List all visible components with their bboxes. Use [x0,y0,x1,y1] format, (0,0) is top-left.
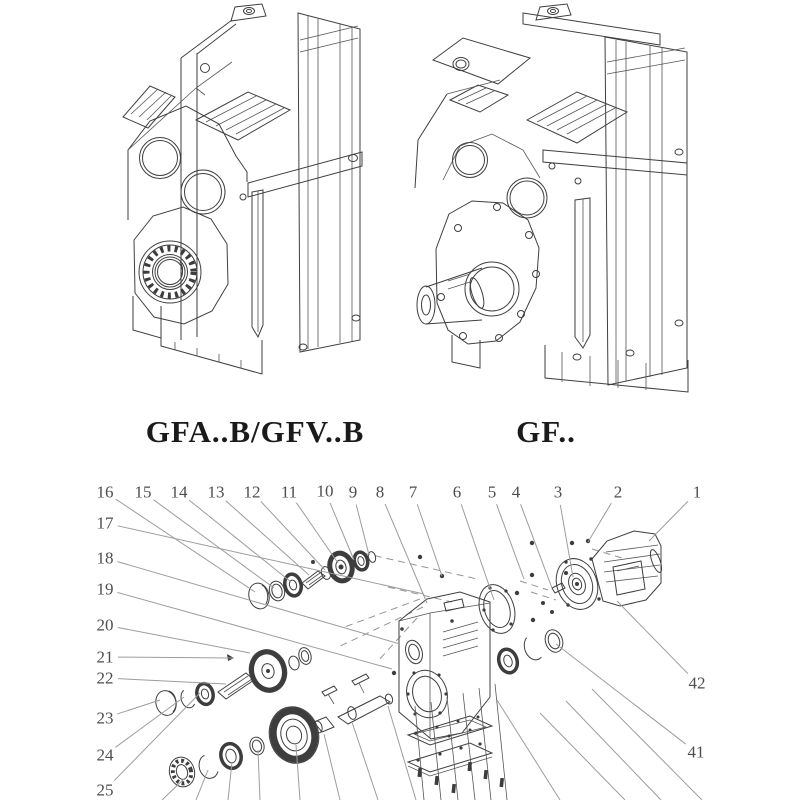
callout-number-12: 12 [243,482,261,502]
leader-line-cutoff [566,701,661,800]
leader-line-24 [115,697,184,747]
callout-number-14: 14 [170,482,188,502]
leader-line-cutoff [296,745,300,800]
callout-number-24: 24 [96,745,114,765]
leader-line-22 [118,679,226,684]
model-label-gfa-gfv: GFA..B/GFV..B [145,414,365,449]
callout-number-17: 17 [96,513,114,533]
callout-number-21: 21 [96,647,114,667]
leader-line-11 [296,503,338,563]
callout-number-1: 1 [692,482,702,502]
callout-number-20: 20 [96,615,114,635]
gear-housing [392,592,490,739]
foundation-bolts [415,684,507,800]
leader-line-21 [118,657,234,658]
callout-number-7: 7 [408,482,418,502]
leader-line-42 [617,601,688,674]
leader-line-cutoff [162,778,185,800]
callout-number-23: 23 [96,708,114,728]
callout-number-19: 19 [96,579,114,599]
leader-line-3 [560,505,573,577]
leader-line-cutoff [388,706,416,800]
gearbox-drawing-solid-shaft [415,4,688,392]
leader-line-13 [226,501,309,575]
exploded-view-diagram [97,482,706,800]
leader-line-4 [521,504,552,588]
callout-number-5: 5 [487,482,497,502]
leader-line-6 [461,504,494,600]
shaft-key [322,686,337,696]
leader-line-14 [189,500,291,582]
callout-number-41: 41 [687,742,705,762]
leader-line-cutoff [352,722,378,800]
callout-number-10: 10 [316,481,334,501]
leader-line-cutoff [324,734,340,800]
gasket-and-bottom-plate [408,684,507,800]
leader-line-23 [117,700,160,714]
leader-line-5 [496,504,524,579]
coupling-pin [552,583,565,593]
callout-number-3: 3 [553,482,563,502]
leader-line-9 [356,505,369,555]
shaft-key [352,674,369,685]
callout-number-25: 25 [96,780,114,800]
callout-number-8: 8 [375,482,385,502]
leader-line-cutoff [497,700,560,800]
output-seal-rings [496,627,566,675]
callout-number-2: 2 [613,482,623,502]
callout-number-6: 6 [452,482,462,502]
leader-line-16 [116,499,255,592]
leader-line-41 [556,644,686,744]
callout-number-18: 18 [96,548,114,568]
callout-number-22: 22 [96,668,114,688]
leader-line-20 [118,627,250,653]
model-label-gf: GF.. [516,414,576,449]
callout-number-9: 9 [348,482,358,502]
output-shaft-parts [166,674,394,790]
leader-line-cutoff [258,750,260,800]
gearbox-drawing-hollow-shaft [123,4,362,374]
leader-line-25 [114,693,200,781]
leader-line-cutoff [540,713,625,800]
leader-line-7 [417,504,442,576]
callout-number-4: 4 [511,482,521,502]
leader-lines [114,499,702,800]
adapter-flange-ring [473,580,521,638]
callout-number-15: 15 [134,482,152,502]
callout-number-13: 13 [207,482,225,502]
callout-number-42: 42 [688,673,706,693]
leader-line-2 [588,503,611,542]
leader-line-1 [649,501,688,541]
callout-number-16: 16 [96,482,114,502]
input-shaft-parts [246,551,377,612]
callout-number-11: 11 [280,482,298,502]
leader-line-15 [153,500,274,588]
